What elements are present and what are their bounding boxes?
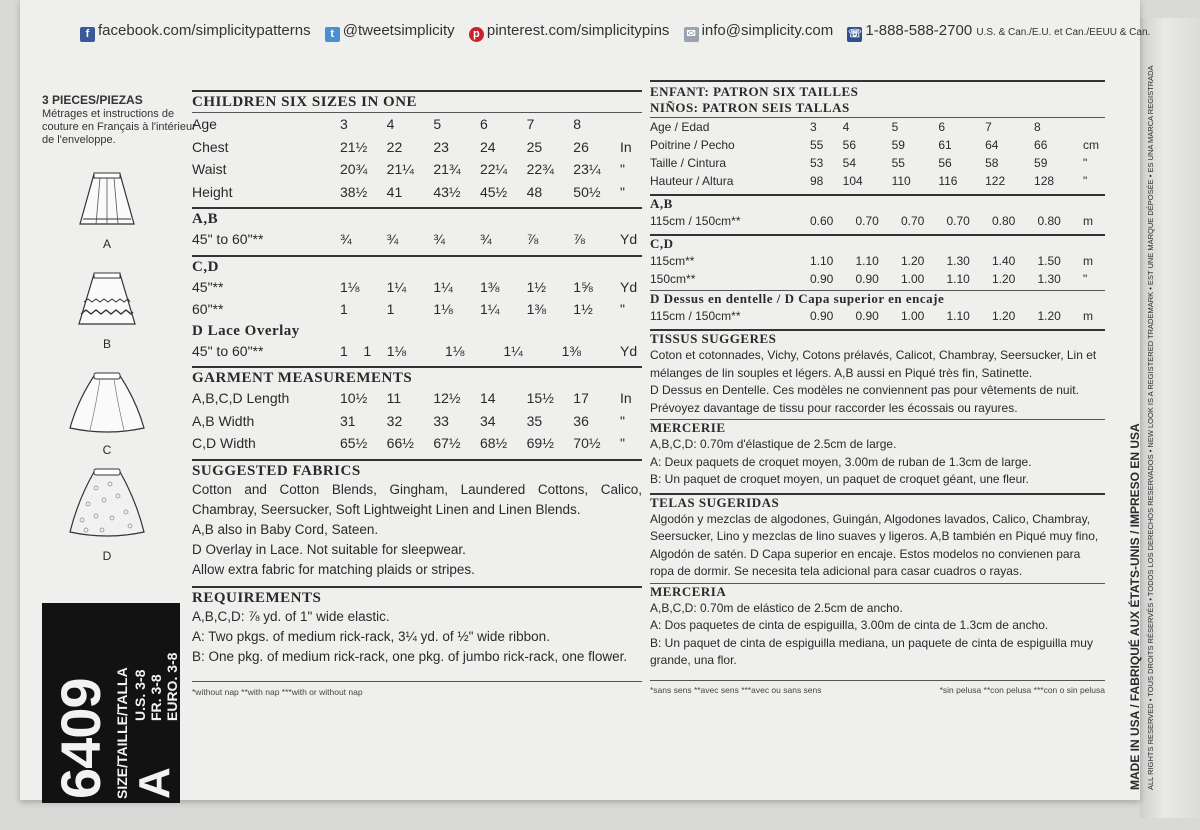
table-cell: 56 [938,156,952,170]
table-row [192,340,642,363]
table-cell: 1.30 [946,254,970,268]
table-cell: 56 [842,138,856,152]
row-label: Age / Edad [650,120,710,134]
table-row [650,307,1105,325]
table-cell: ¾ [433,231,445,248]
table-cell: 1.10 [855,254,879,268]
row-label: C,D Width [192,435,256,452]
table-cell: 0.70 [901,214,925,228]
table-row [192,387,642,410]
table-cell: 17 [573,390,589,407]
view-b-sketch [72,270,142,351]
table-cell: 34 [479,412,496,429]
row-label: 150cm** [650,272,696,286]
table-row [192,410,642,433]
table-cell: " [1083,174,1088,188]
fr-notions-title: MERCERIE [650,419,1105,436]
table-cell: 53 [810,156,824,170]
table-cell: ⅞ [573,231,585,248]
table-cell: 1.10 [946,272,970,286]
view-c-sketch [66,370,148,457]
fr-notions-text [650,436,1105,489]
side-legal-print [1122,65,1172,800]
table-cell: 64 [985,138,999,152]
table-row [192,298,642,321]
table-cell: 22 [386,138,403,155]
french-title: ENFANT: PATRON SIX TAILLES [650,84,859,99]
spanish-title: NIÑOS: PATRON SEIS TALLAS [650,100,850,115]
table-cell: 22¼ [479,161,508,178]
table-row [192,158,642,181]
table-cell: 55 [891,156,905,170]
table-cell: In [620,390,632,407]
table-cell: 35 [526,412,543,429]
table-cell: 11 [386,390,402,407]
table-cell: 1.20 [1037,309,1061,323]
table-row [192,228,642,251]
table-row [650,154,1105,172]
table-cell: 0.90 [810,309,834,323]
requirements-text [192,607,642,667]
table-cell: 67½ [433,435,461,452]
table-cell: 12½ [433,390,461,407]
table-cell: 1½ [573,301,593,318]
nap-footnote: *without nap **with nap ***with or without nap [192,686,363,697]
table-cell: " [620,412,625,429]
table-cell: 1¼ [386,278,407,295]
facebook-link[interactable]: f facebook.com/simplicitypatterns [80,22,311,42]
table-cell: 1⅛ [386,342,407,359]
table-cell: 21¾ [433,161,461,178]
row-label: Taille / Cintura [650,156,727,170]
table-cell: 26 [573,138,589,155]
table-cell: 1 [386,301,395,318]
size-euro: EURO. 3-8 [164,652,180,721]
metric-ab-table [650,212,1105,230]
es-fabrics-text [650,511,1105,581]
row-label: A,B Width [192,412,255,429]
row-label: 115cm / 150cm** [650,309,741,323]
pattern-number: 6409 [49,678,112,799]
es-notions-text [650,600,1105,670]
fabrics-line: Cotton and Cotton Blends, Gingham, Laundered Cottons, Calico, Chambray, Seersucker, Soft Lightweight Linen and Linen Blends. [192,481,642,517]
fr-fabrics-line: Coton et cotonnades, Vichy, Cotons prélavés, Calicot, Chambray, Seersucker, Lin et mélanges de lin souples et légers. A,B aussi en Piqué très fin, Satinette. [650,348,1097,380]
row-label: 115cm** [650,254,695,268]
table-row [192,136,642,159]
table-cell: 50½ [573,183,601,200]
table-cell: 24 [479,138,496,155]
row-label: Height [192,183,233,200]
body-measurements-table [192,113,642,203]
table-cell: Yd [620,342,638,359]
table-cell: 1⅝ [573,278,593,295]
table-cell: 98 [810,174,824,188]
size-code: A [130,767,179,799]
table-cell: 33 [433,412,449,429]
table-row [192,432,642,455]
requirement-line: B: One pkg. of medium rick-rack, one pkg. of jumbo rick-rack, one flower. [192,648,628,664]
row-label: 115cm / 150cm** [650,214,741,228]
table-cell: 25 [526,138,543,155]
fabrics-text [192,480,642,580]
table-cell: 1 [340,301,348,318]
metric-ab-title: A,B [650,194,1105,212]
cd-title: C,D [192,255,642,276]
table-cell: 68½ [479,435,508,452]
skirt-a-drawing [72,170,142,230]
table-cell: 21¼ [386,161,414,178]
skirt-b-drawing [72,270,142,330]
table-cell: 1⅛ [340,278,360,295]
table-cell: 1.10 [946,309,970,323]
pinterest-icon: p [469,27,484,42]
table-cell: " [620,161,625,178]
table-cell: 0.90 [855,272,879,286]
size-header: 5 [433,116,442,133]
garment-title: GARMENT MEASUREMENTS [192,366,642,387]
table-cell: 0.80 [992,214,1016,228]
table-cell: 54 [842,156,856,170]
table-cell: 0.70 [946,214,970,228]
table-cell: 31 [340,412,356,429]
table-cell: 104 [842,174,863,188]
table-cell: 22¾ [526,161,554,178]
table-cell: 48 [526,183,543,200]
english-column [192,86,642,697]
table-cell: 0.90 [810,272,834,286]
table-cell: 1¼ [433,278,453,295]
table-cell: 1⅜ [561,342,582,359]
skirt-c-drawing [66,370,148,436]
size-header: 8 [573,116,582,133]
table-cell: m [1083,309,1093,323]
table-cell: 66½ [386,435,414,452]
size-us: U.S. 3-8 [132,669,148,721]
children-title: CHILDREN SIX SIZES IN ONE [192,90,642,111]
table-cell: 122 [985,174,1006,188]
table-cell: 1.10 [810,254,834,268]
garment-table [192,387,642,455]
table-cell: 1¼ [479,301,500,318]
es-fabrics-title: TELAS SUGERIDAS [650,493,1105,511]
envelope-icon: ✉ [684,27,699,42]
table-cell: 15½ [526,390,554,407]
metric-cd-table [650,252,1105,288]
skirt-d-drawing [66,466,148,542]
row-label: Poitrine / Pecho [650,138,735,152]
metric-column [650,80,1105,697]
table-cell: 66 [1034,138,1048,152]
size-header: 7 [985,120,992,134]
table-cell: 41 [386,183,403,200]
fr-fabrics-line: Prévoyez davantage de tissu pour raccorder les écossais ou rayures. [650,400,1018,415]
es-fabrics-line: Algodón y mezclas de algodones, Guingán, Algodones lavados, Calico, Chambray, Seersucker, Lino y mezclas de lino suaves y ligeros. A,B también en Piqué muy fino, Algodón de satén. D Capa superior en encaje. Estos modelos no convienen para ropa de dormir. Se necesita tela adicional para casar cuadros o rayas. [650,511,1099,578]
table-cell: cm [1083,138,1099,152]
table-cell: " [620,301,625,318]
table-cell: " [620,183,625,200]
header-row [650,118,1105,136]
requirement-line: A: Two pkgs. of medium rick-rack, 3¼ yd. of ½" wide ribbon. [192,628,550,644]
view-a-label: A [102,237,111,251]
table-cell: 70½ [573,435,601,452]
es-notions-line: B: Un paquet de cinta de espiguilla mediana, un paquete de cinta de espiguilla muy grande, una flor. [650,635,1093,667]
row-label: 45" to 60"** [192,231,264,248]
table-cell: 1⅜ [479,278,500,295]
size-fr: FR. 3-8 [148,674,164,721]
view-d-label: D [102,549,112,563]
table-row [650,212,1105,230]
table-cell: ¾ [386,231,399,248]
size-header: 4 [842,120,850,134]
phone-icon: ☏ [848,28,862,40]
view-d-sketch [66,466,148,563]
table-cell: 10½ [340,390,368,407]
email-link[interactable]: ✉ info@simplicity.com [684,22,834,42]
table-cell: 45½ [479,183,508,200]
facebook-icon: f [80,27,95,42]
metric-lace-table [650,307,1105,325]
rights-text: ALL RIGHTS RESERVED • TOUS DROITS RÉSERVÉS • TODOS LOS DERECHOS RESERVADOS • NEW LOOK IS A REGISTERED TRADEMARK • EST UNE MARQUE DÉPOSÉE • ES UNA MARCA REGISTRADA [1146,65,1155,790]
table-cell: 1.00 [901,309,925,323]
table-cell: 43½ [433,183,461,200]
fr-notions-line: A,B,C,D: 0.70m d'élastique de 2.5cm de large. [650,437,897,451]
table-cell: 1⅛ [433,301,453,318]
size-header: 6 [938,120,946,134]
table-cell: 0.60 [810,214,834,228]
fr-nap-footnote: *sans sens **avec sens ***avec ou sans sens [650,684,822,695]
fabrics-line: D Overlay in Lace. Not suitable for sleepwear. [192,541,466,557]
ab-yardage-table [192,228,642,251]
table-cell: 23 [433,138,449,155]
fr-notions-line: B: Un paquet de croquet moyen, un paquet de croquet géant, une fleur. [650,472,1029,486]
pieces-note: Métrages et instructions de couture en Français à l'intérieur de l'enveloppe. [42,108,196,146]
table-cell: 1.40 [992,254,1016,268]
view-b-label: B [102,337,111,351]
size-header: 3 [810,120,817,134]
table-cell: 58 [985,156,999,170]
view-c-label: C [102,443,112,457]
table-cell: " [1083,272,1088,286]
fabrics-line: A,B also in Baby Cord, Sateen. [192,521,379,537]
fabrics-line: Allow extra fabric for matching plaids or stripes. [192,561,475,577]
table-cell: 1.20 [992,309,1016,323]
table-cell: 1½ [526,278,547,295]
fabrics-title: SUGGESTED FABRICS [192,459,642,480]
header-row [192,113,642,136]
table-cell: ¾ [479,231,492,248]
size-header: 8 [1034,120,1041,134]
views-column [20,88,196,800]
table-cell: 0.70 [855,214,879,228]
pieces-title: 3 PIECES/PIEZAS [42,93,143,107]
table-cell: " [1083,156,1088,170]
table-cell: 32 [386,412,403,429]
table-cell: m [1083,254,1093,268]
fr-fabrics-line: D Dessus en Dentelle. Ces modèles ne conviennent pas pour vêtements de nuit. [650,383,1079,397]
fr-fabrics-text [650,347,1105,417]
size-header: 7 [526,116,535,133]
requirement-line: A,B,C,D: ⅞ yd. of 1" wide elastic. [192,608,390,624]
metric-cd-title: C,D [650,234,1105,252]
table-row [650,136,1105,154]
twitter-link[interactable]: t @tweetsimplicity [325,22,455,42]
table-cell: 59 [1034,156,1048,170]
table-cell: 110 [891,174,911,188]
row-label: Chest [192,138,229,155]
pieces-info [42,94,202,147]
fr-fabrics-title: TISSUS SUGGERES [650,329,1105,347]
table-cell: 14 [479,390,496,407]
cd-yardage-table [192,276,642,321]
table-row [650,252,1105,270]
table-cell: 23¼ [573,161,601,178]
metric-body-table [650,118,1105,190]
table-cell: 61 [938,138,952,152]
lace-yardage-table [192,340,642,363]
table-cell: 0.80 [1037,214,1061,228]
made-in-text: MADE IN USA / FABRIQUÉ AUX ÉTATS-UNIS / IMPRESO EN USA [1128,423,1142,790]
contact-bar [80,22,1151,48]
es-notions-line: A: Dos paquetes de cinta de espiguilla, 3.00m de cinta de 1.3cm de ancho. [650,618,1049,632]
size-header [620,113,642,136]
es-notions-title: MERCERIA [650,583,1105,600]
table-cell: 1.20 [901,254,925,268]
table-row [650,270,1105,288]
table-cell: 21½ [340,138,368,155]
size-header [1083,118,1105,136]
table-cell: 1.50 [1037,254,1061,268]
table-cell: 1⅛ [445,342,465,359]
size-header: 6 [479,116,488,133]
row-label: 45"** [192,278,224,295]
es-nap-footnote: *sin pelusa **con pelusa ***con o sin pelusa [939,684,1105,695]
table-cell: 128 [1034,174,1055,188]
table-cell: Yd [620,278,638,295]
table-cell: ⅞ [526,231,539,248]
table-cell: 1.20 [992,272,1016,286]
table-cell: 38½ [340,183,368,200]
phone-number: ☏ 1-888-588-2700 U.S. & Can./E.U. et Can./EEUU & Can. [848,22,1151,40]
row-label: 45" to 60"** [192,342,264,359]
es-notions-line: A,B,C,D: 0.70m de elástico de 2.5cm de ancho. [650,600,903,615]
size-header: 5 [891,120,899,134]
table-cell: 65½ [340,435,368,452]
table-cell: 116 [938,174,958,188]
table-row [192,181,642,204]
twitter-icon: t [325,27,340,42]
size-block [42,603,180,803]
table-cell: 36 [573,412,589,429]
table-cell: 1 [340,342,348,359]
table-cell: 1 [363,342,372,359]
fr-notions-line: A: Deux paquets de croquet moyen, 3.00m de ruban de 1.3cm de large. [650,454,1032,469]
table-cell: 1⅜ [526,301,547,318]
table-row [650,172,1105,190]
table-cell: m [1083,214,1093,228]
size-label: SIZE/TAILLE/TALLA [114,667,130,799]
size-header: 3 [340,116,348,133]
table-cell: 69½ [526,435,554,452]
metric-lace-title: D Dessus en dentelle / D Capa superior en encaje [650,290,1105,307]
size-header: 4 [386,116,395,133]
table-cell: 1¼ [503,342,523,359]
requirements-title: REQUIREMENTS [192,586,642,607]
table-cell: 55 [810,138,824,152]
lace-title: D Lace Overlay [192,322,300,339]
table-cell: " [620,435,625,452]
table-cell: 59 [891,138,905,152]
table-cell: 20¾ [340,161,368,178]
row-label: Age [192,116,217,133]
pinterest-link[interactable]: p pinterest.com/simplicitypins [469,22,670,42]
table-cell: In [620,138,632,155]
table-cell: Yd [620,231,638,248]
table-cell: 1.00 [901,272,925,286]
row-label: A,B,C,D Length [192,390,290,407]
row-label: 60"** [192,301,224,318]
table-cell: ¾ [340,231,352,248]
row-label: Hauteur / Altura [650,174,734,188]
view-a-sketch [72,170,142,251]
table-cell: 1.30 [1037,272,1061,286]
table-row [192,276,642,299]
ab-title: A,B [192,207,642,228]
row-label: Waist [192,161,227,178]
table-cell: 0.90 [855,309,879,323]
